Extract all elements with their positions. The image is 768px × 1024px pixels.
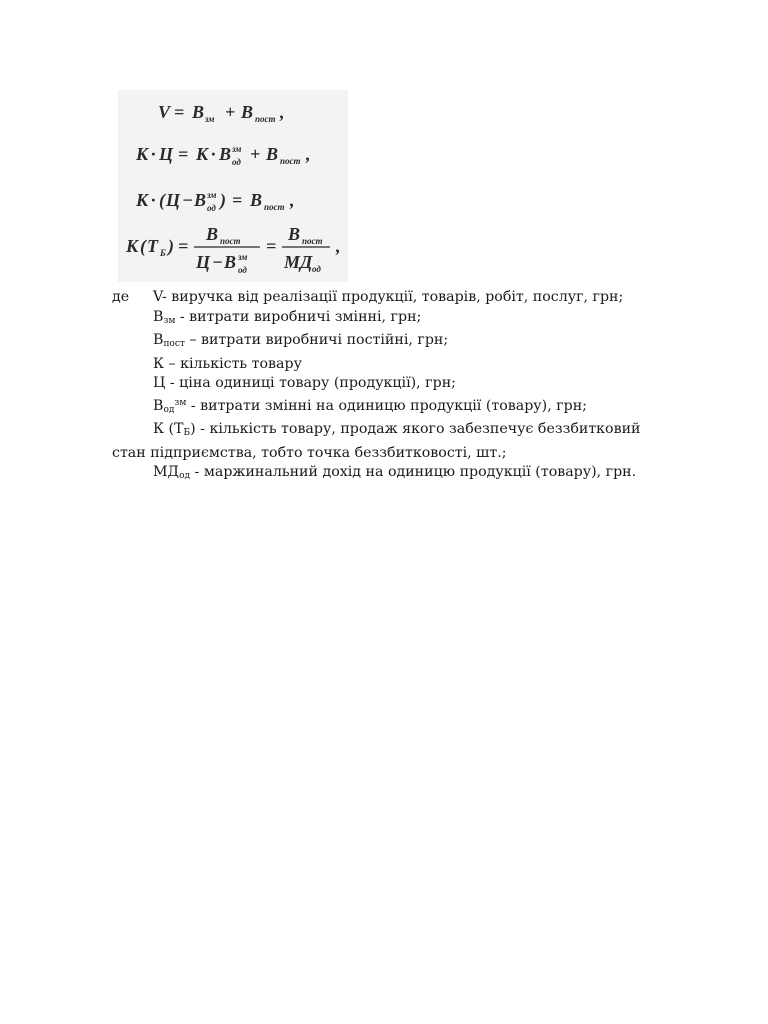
f2-end: , xyxy=(306,144,311,164)
f1-lhs: V xyxy=(158,102,171,122)
f2-b-sub: од xyxy=(232,157,241,167)
b-post-symbol: В xyxy=(153,332,164,348)
f4-eq: = xyxy=(178,236,189,256)
formula-4 xyxy=(125,224,341,275)
v-symbol: V xyxy=(153,289,162,305)
f2-dot: · xyxy=(151,144,156,164)
v-text: - виручка від реалізації продукції, товарів, робіт, послуг, грн; xyxy=(161,289,624,305)
md-sub: од xyxy=(179,471,191,481)
b-od-sup: зм xyxy=(174,397,187,408)
definitions-block xyxy=(112,288,657,487)
b-od-text: - витрати змінні на одиницю продукції (товару), грн; xyxy=(186,397,587,414)
definition-kt xyxy=(112,420,657,444)
f4-den2: МД xyxy=(284,252,313,272)
b-od-sub: од xyxy=(163,404,175,415)
f1-b2-sub: пост xyxy=(255,114,276,124)
f4-den1-minus: − xyxy=(212,252,223,272)
f3-end: , xyxy=(290,190,295,210)
f1-b1: В xyxy=(192,102,205,122)
definition-md xyxy=(112,463,657,487)
f2-b2: В xyxy=(266,144,279,164)
lead-word: де xyxy=(112,289,130,305)
f1-b1-sub: зм xyxy=(205,114,215,124)
formula-3 xyxy=(135,190,295,213)
b-zm-text: - витрати виробничі змінні, грн; xyxy=(175,308,422,325)
f4-k: К xyxy=(126,236,139,256)
definition-kt-continued: стан підприємства, тобто точка беззбитковості, шт.; xyxy=(112,444,507,461)
f3-c: Ц xyxy=(166,190,181,210)
kt-sub: Б xyxy=(183,428,191,438)
f4-den1-c: Ц xyxy=(196,252,211,272)
formula-image xyxy=(118,90,348,282)
definition-b-od xyxy=(112,394,657,421)
kt-post: ) - кількість товару, продаж якого забезпечує беззбитковий xyxy=(190,421,641,437)
b-post-text: – витрати виробничі постійні, грн; xyxy=(184,332,449,348)
f1-plus: + xyxy=(225,102,236,122)
f3-minus: − xyxy=(182,190,193,210)
f4-num1: В xyxy=(206,224,219,244)
f3-b2: В xyxy=(250,190,263,210)
f3-open: ( xyxy=(159,190,165,210)
b-zm-sub: зм xyxy=(163,315,176,326)
f4-den1-b-sup: зм xyxy=(238,252,248,262)
definition-k: К – кількість товару xyxy=(153,355,302,372)
f4-den1-b: В xyxy=(224,252,237,272)
f2-plus: + xyxy=(250,144,261,164)
f2-eq: = xyxy=(178,144,189,164)
f4-end: , xyxy=(336,236,341,256)
f3-k: К xyxy=(136,190,149,210)
definition-c: Ц - ціна одиниці товару (продукції), грн; xyxy=(153,375,456,391)
f2-b-sup: зм xyxy=(232,144,242,154)
f3-b2-sub: пост xyxy=(264,202,285,212)
b-od-symbol: В xyxy=(153,397,164,414)
f1-b2: В xyxy=(241,102,254,122)
f2-dot2: · xyxy=(211,144,216,164)
f1-eq: = xyxy=(174,102,185,122)
f4-t: Т xyxy=(147,236,158,256)
f2-b: В xyxy=(219,144,232,164)
f4-t-sub: Б xyxy=(160,248,166,258)
f4-num1-sub: пост xyxy=(220,236,241,246)
f2-k2: К xyxy=(196,144,209,164)
f3-dot: · xyxy=(151,190,156,210)
f2-k: К xyxy=(136,144,149,164)
formula-svg xyxy=(118,90,348,282)
f3-b-sub: од xyxy=(207,203,216,213)
f3-eq: = xyxy=(232,190,243,210)
definition-b-zm xyxy=(112,308,657,332)
f4-den1-b-sub: од xyxy=(238,265,247,275)
formula-2 xyxy=(135,144,311,167)
md-text: - маржинальний дохід на одиницю продукції (товару), грн. xyxy=(190,464,637,480)
f2-c: Ц xyxy=(159,144,174,164)
f4-open: ( xyxy=(140,236,146,256)
b-zm-symbol: В xyxy=(153,308,164,325)
f3-close: ) xyxy=(220,190,226,210)
f3-b-sup: зм xyxy=(207,190,217,200)
formula-1 xyxy=(158,102,285,124)
f4-close: ) xyxy=(168,236,174,256)
md-symbol: МД xyxy=(153,464,180,480)
f2-b2-sub: пост xyxy=(280,156,301,166)
f4-den2-sub: од xyxy=(312,264,321,274)
f4-num2: В xyxy=(288,224,301,244)
f1-end: , xyxy=(280,102,285,122)
f4-eq2: = xyxy=(266,236,277,256)
kt-pre: К (Т xyxy=(153,421,184,437)
b-post-sub: пост xyxy=(163,339,185,349)
definition-v xyxy=(112,288,657,308)
definition-b-post xyxy=(112,331,657,355)
f3-b: В xyxy=(194,190,207,210)
f4-num2-sub: пост xyxy=(302,236,323,246)
